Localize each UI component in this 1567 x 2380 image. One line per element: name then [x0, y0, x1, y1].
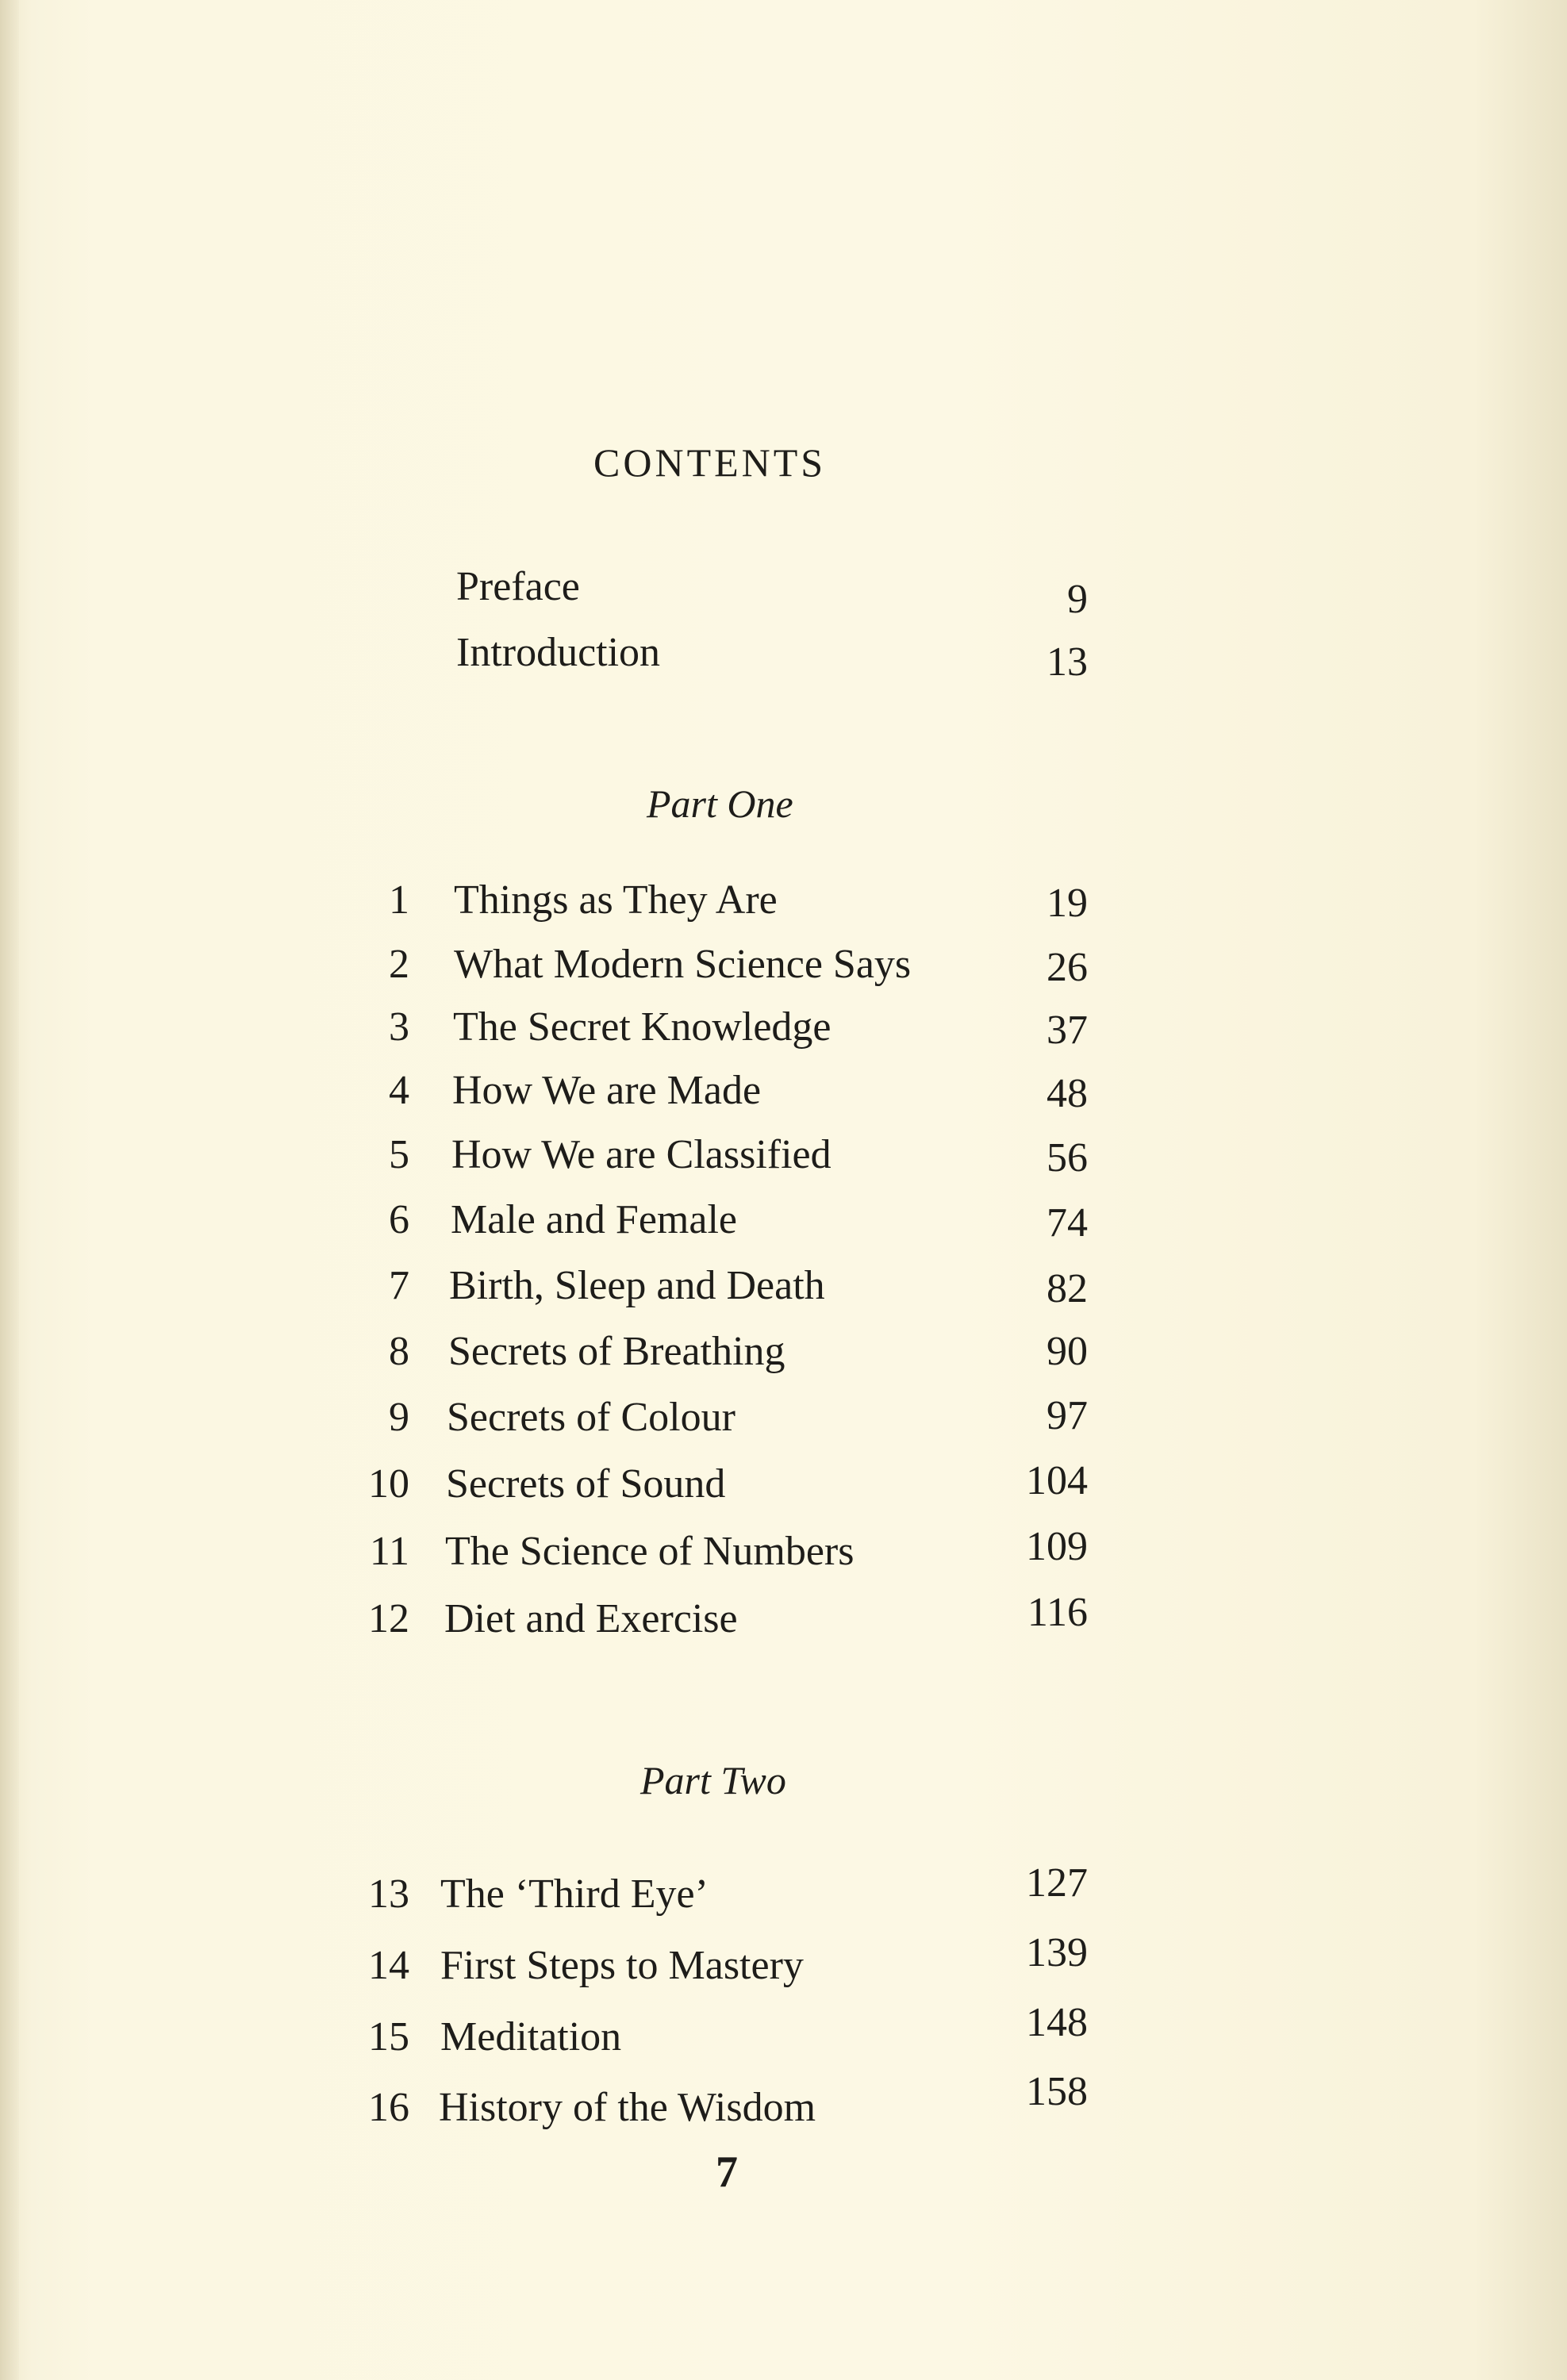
chapter-number: 6	[389, 1197, 409, 1242]
chapter-title: Birth, Sleep and Death	[449, 1263, 825, 1308]
chapter-title: Meditation	[440, 2014, 622, 2059]
front-matter-row-introduction	[0, 625, 1567, 685]
chapter-row	[0, 1000, 1567, 1055]
chapter-title: History of the Wisdom	[439, 2085, 816, 2130]
front-matter-row-preface	[0, 559, 1567, 622]
chapter-page: 82	[1047, 1266, 1088, 1311]
chapter-number: 15	[368, 2014, 409, 2059]
page-number: 7	[716, 2148, 738, 2197]
chapter-row	[0, 2069, 1567, 2136]
chapter-row	[0, 1063, 1567, 1119]
chapter-page: 158	[1026, 2069, 1088, 2114]
chapter-title: Things as They Are	[454, 877, 778, 923]
contents-heading: CONTENTS	[593, 440, 827, 485]
entry-title: Preface	[456, 564, 580, 609]
chapter-number: 14	[368, 1943, 409, 1988]
chapter-number: 10	[368, 1461, 409, 1507]
chapter-page: 56	[1047, 1135, 1088, 1180]
chapter-page: 48	[1047, 1071, 1088, 1116]
chapter-row	[0, 873, 1567, 928]
chapter-title: Secrets of Breathing	[448, 1329, 785, 1374]
chapter-title: Diet and Exercise	[444, 1596, 738, 1641]
chapter-title: What Modern Science Says	[454, 942, 912, 987]
chapter-row	[0, 1192, 1567, 1248]
chapter-row	[0, 937, 1567, 992]
chapter-page: 109	[1026, 1524, 1088, 1569]
chapter-title: Secrets of Colour	[447, 1395, 735, 1440]
chapter-number: 16	[368, 2085, 409, 2130]
chapter-number: 11	[369, 1529, 409, 1574]
chapter-row	[0, 2000, 1567, 2065]
chapter-row	[0, 1524, 1567, 1580]
chapter-number: 12	[368, 1596, 409, 1641]
chapter-number: 2	[389, 942, 409, 987]
entry-page: 9	[1067, 577, 1088, 622]
chapter-number: 9	[389, 1395, 409, 1440]
chapter-page: 37	[1047, 1008, 1088, 1053]
chapter-page: 19	[1047, 881, 1088, 926]
chapter-row	[0, 1930, 1567, 1994]
chapter-row	[0, 1127, 1567, 1183]
chapter-row	[0, 1324, 1567, 1380]
chapter-title: The Science of Numbers	[445, 1529, 855, 1574]
part-two-heading: Part Two	[640, 1758, 786, 1802]
chapter-page: 74	[1047, 1200, 1088, 1246]
chapter-page: 90	[1047, 1329, 1088, 1374]
chapter-page: 148	[1026, 2000, 1088, 2045]
chapter-title: Secrets of Sound	[446, 1461, 726, 1507]
chapter-number: 13	[368, 1871, 409, 1917]
chapter-number: 8	[389, 1329, 409, 1374]
entry-title: Introduction	[456, 630, 661, 675]
chapter-title: First Steps to Mastery	[440, 1943, 804, 1988]
part-one-heading: Part One	[647, 781, 793, 826]
chapter-page: 139	[1026, 1930, 1088, 1975]
chapter-row	[0, 1457, 1567, 1512]
chapter-title: How We are Made	[452, 1068, 762, 1113]
chapter-number: 7	[389, 1263, 409, 1308]
entry-page: 13	[1047, 639, 1088, 685]
chapter-row	[0, 1390, 1567, 1445]
chapter-page: 97	[1047, 1393, 1088, 1438]
chapter-number: 5	[389, 1132, 409, 1177]
chapter-title: Male and Female	[451, 1197, 737, 1242]
chapter-number: 3	[389, 1004, 409, 1050]
chapter-title: The ‘Third Eye’	[440, 1871, 709, 1917]
chapter-page: 127	[1026, 1860, 1088, 1906]
chapter-page: 104	[1026, 1458, 1088, 1503]
chapter-number: 1	[389, 877, 409, 923]
chapter-page: 116	[1027, 1590, 1088, 1635]
chapter-page: 26	[1047, 945, 1088, 990]
chapter-row	[0, 1258, 1567, 1314]
chapter-title: The Secret Knowledge	[453, 1004, 832, 1050]
chapter-number: 4	[389, 1068, 409, 1113]
chapter-title: How We are Classified	[451, 1132, 832, 1177]
chapter-row	[0, 1860, 1567, 1922]
chapter-row	[0, 1591, 1567, 1647]
